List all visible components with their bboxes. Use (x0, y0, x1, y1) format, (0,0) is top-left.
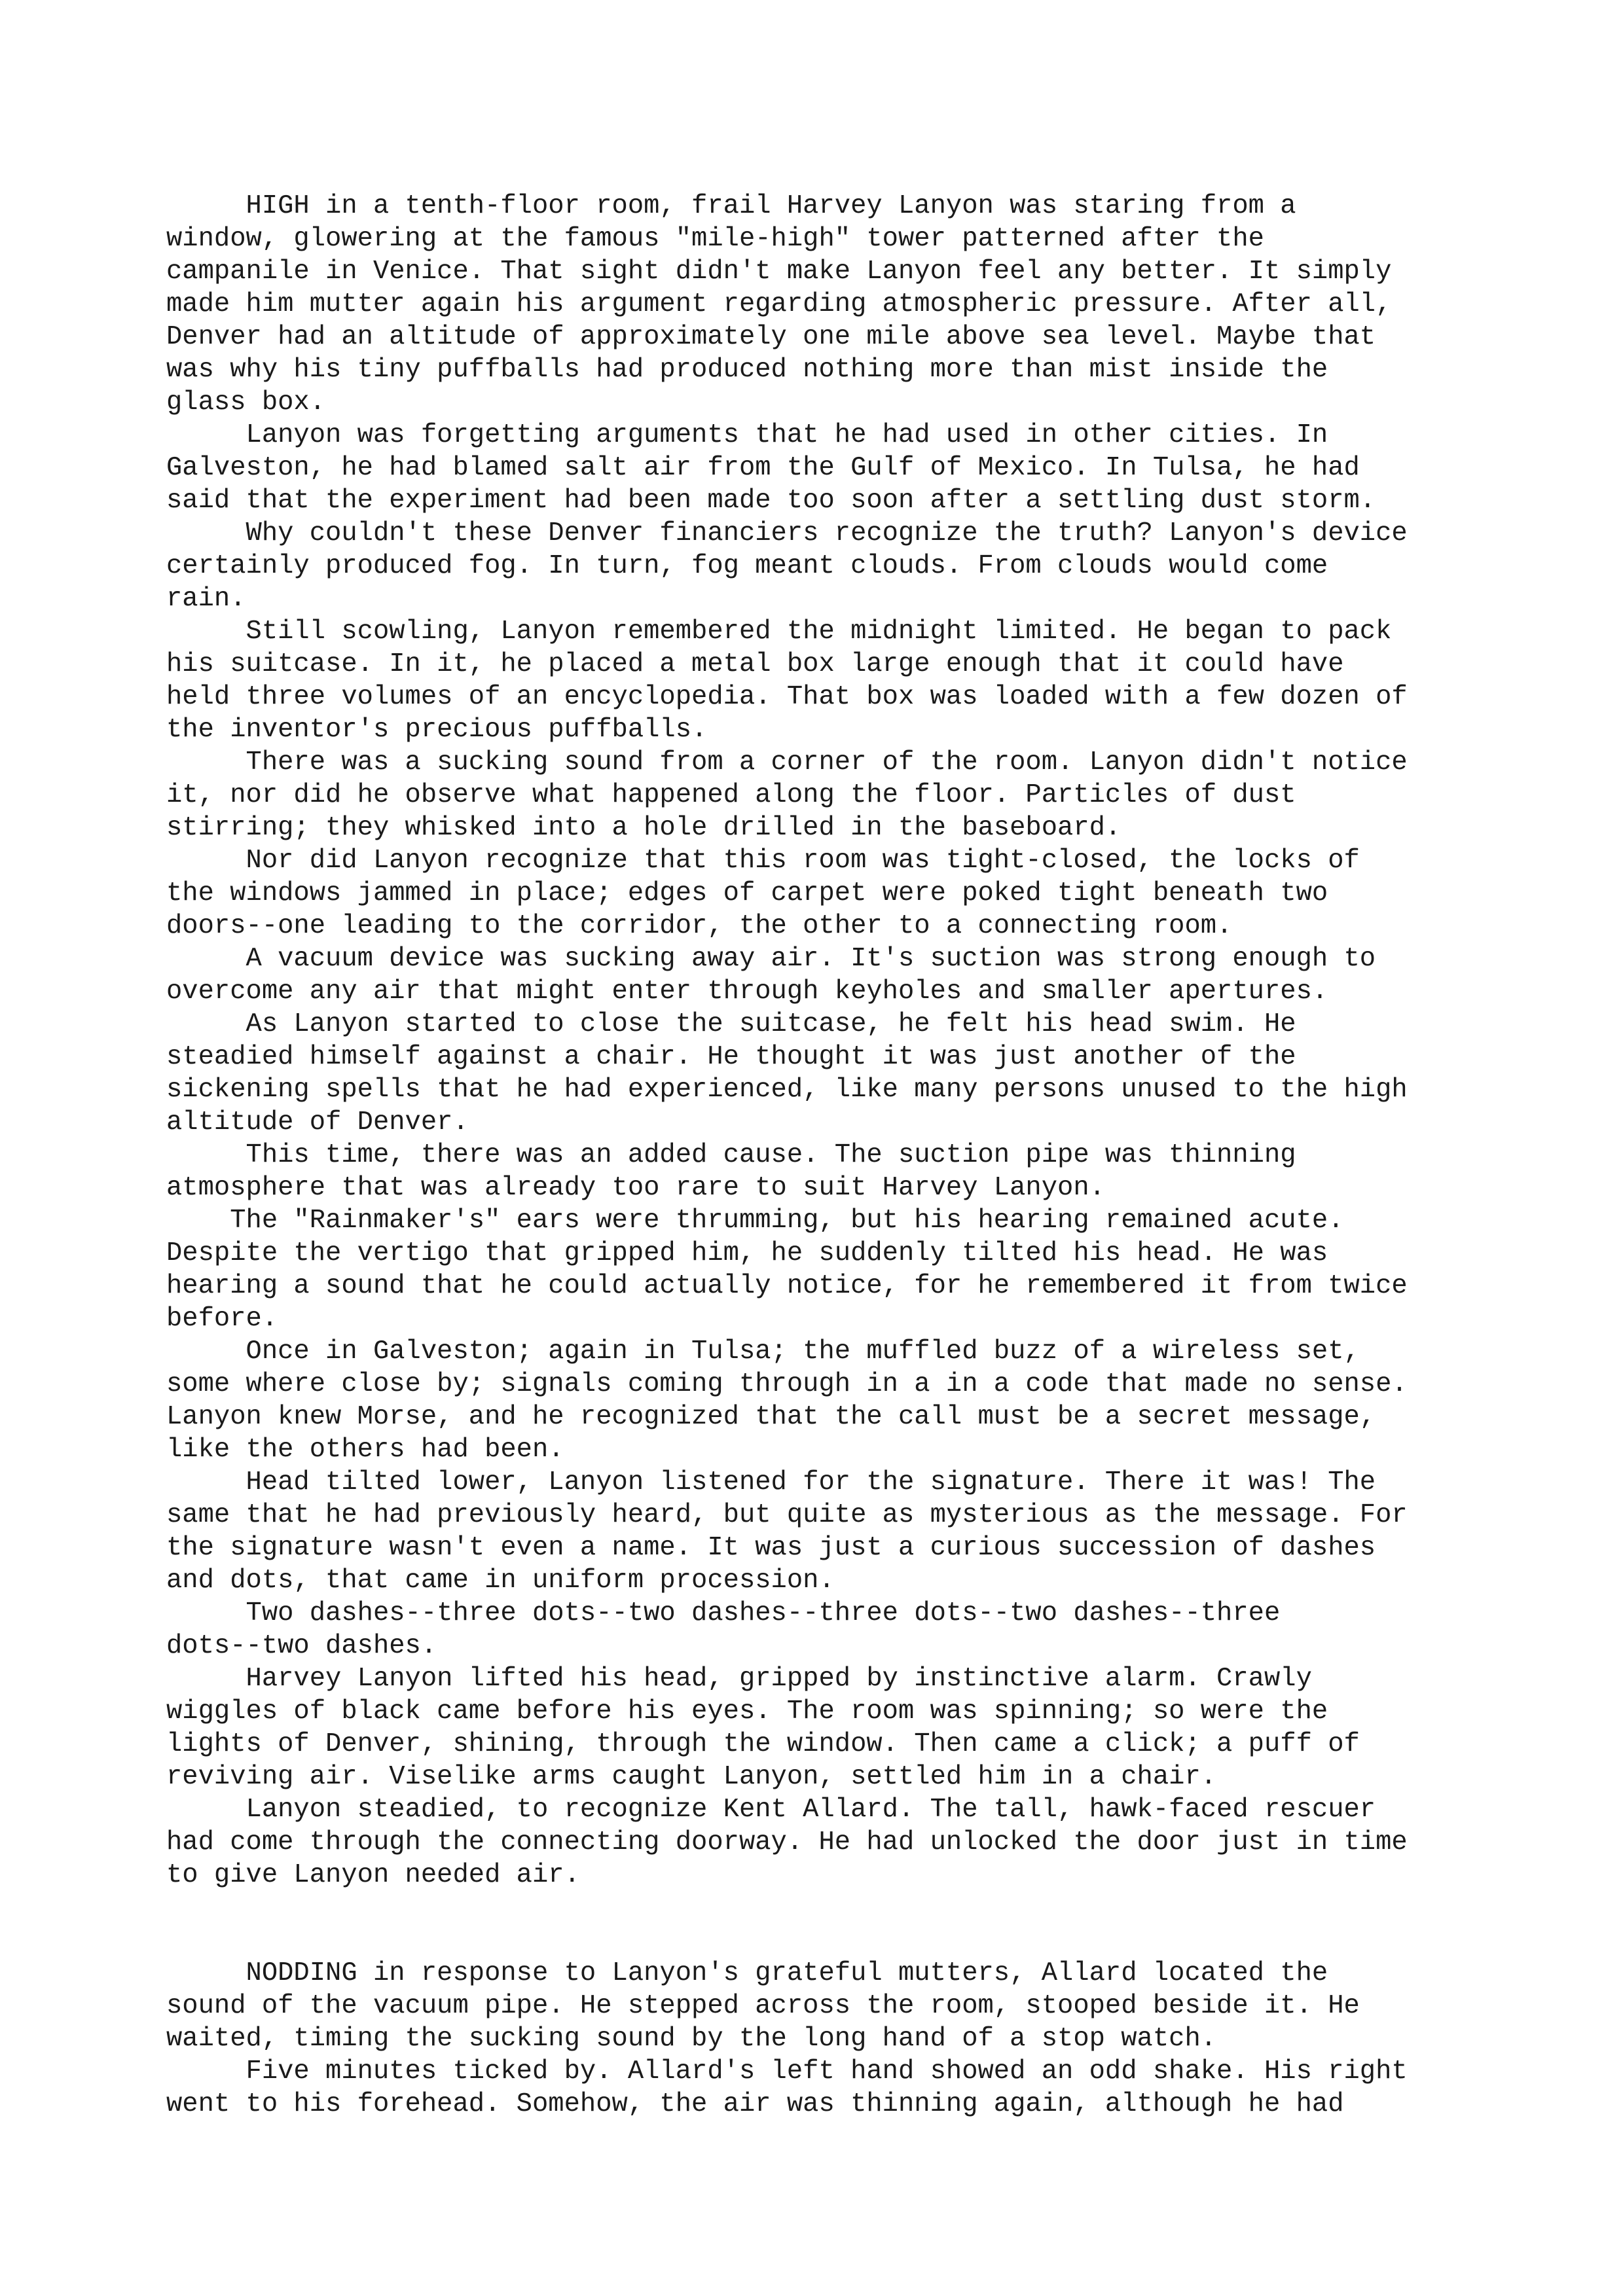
text-line: the signature wasn't even a name. It was just a curious succession of dashes (166, 1533, 1376, 1563)
text-line: Denver had an altitude of approximately one mile above sea level. Maybe that (166, 322, 1376, 352)
text-line: before. (166, 1304, 278, 1334)
text-line: sickening spells that he had experienced, like many persons unused to the high (166, 1075, 1408, 1105)
text-line: certainly produced fog. In turn, fog meant clouds. From clouds would come (166, 551, 1328, 581)
text-line: atmosphere that was already too rare to suit Harvey Lanyon. (166, 1173, 1105, 1203)
text-line: waited, timing the sucking sound by the long hand of a stop watch. (166, 2024, 1217, 2054)
text-line: same that he had previously heard, but quite as mysterious as the message. For (166, 1500, 1408, 1530)
text-line: Once in Galveston; again in Tulsa; the muffled buzz of a wireless set, (166, 1336, 1360, 1367)
text-line: Lanyon knew Morse, and he recognized that the call must be a secret message, (166, 1402, 1376, 1432)
text-line: overcome any air that might enter through keyholes and smaller apertures. (166, 977, 1328, 1007)
text-line: said that the experiment had been made too soon after a settling dust storm. (166, 486, 1376, 516)
text-line: window, glowering at the famous "mile-high" tower patterned after the (166, 224, 1264, 254)
text-line: was why his tiny puffballs had produced nothing more than mist inside the (166, 355, 1328, 385)
text-line: the windows jammed in place; edges of carpet were poked tight beneath two (166, 878, 1328, 908)
text-line: had come through the connecting doorway. He had unlocked the door just in time (166, 1827, 1408, 1857)
text-line: some where close by; signals coming through in a in a code that made no sense. (166, 1369, 1408, 1399)
text-line: A vacuum device was sucking away air. It's suction was strong enough to (166, 944, 1376, 974)
text-line: NODDING in response to Lanyon's grateful mutters, Allard located the (166, 1958, 1328, 1988)
text-line: his suitcase. In it, he placed a metal box large enough that it could have (166, 649, 1344, 679)
text-line: Two dashes--three dots--two dashes--three dots--two dashes--three (166, 1598, 1281, 1628)
text-line: to give Lanyon needed air. (166, 1860, 580, 1890)
text-line: There was a sucking sound from a corner of the room. Lanyon didn't notice (166, 747, 1408, 778)
text-line: steadied himself against a chair. He thought it was just another of the (166, 1042, 1296, 1072)
text-line: altitude of Denver. (166, 1107, 469, 1138)
text-line: rain. (166, 584, 246, 614)
text-line: Five minutes ticked by. Allard's left hand showed an odd shake. His right (166, 2056, 1408, 2087)
text-line: Galveston, he had blamed salt air from the Gulf of Mexico. In Tulsa, he had (166, 453, 1360, 483)
text-line: lights of Denver, shining, through the window. Then came a click; a puff of (166, 1729, 1360, 1759)
text-line: Still scowling, Lanyon remembered the midnight limited. He began to pack (166, 617, 1392, 647)
text-line: the inventor's precious puffballs. (166, 715, 708, 745)
text-section-1 (166, 190, 1476, 1892)
text-line: This time, there was an added cause. The suction pipe was thinning (166, 1140, 1296, 1170)
text-line: campanile in Venice. That sight didn't make Lanyon feel any better. It simply (166, 257, 1392, 287)
text-line: it, nor did he observe what happened along the floor. Particles of dust (166, 780, 1296, 810)
text-line: sound of the vacuum pipe. He stepped across the room, stooped beside it. He (166, 1991, 1360, 2021)
text-line: dots--two dashes. (166, 1631, 437, 1661)
text-line: glass box. (166, 387, 326, 418)
text-line: Harvey Lanyon lifted his head, gripped by instinctive alarm. Crawly (166, 1664, 1312, 1694)
text-line: doors--one leading to the corridor, the other to a connecting room. (166, 911, 1233, 941)
text-line: Despite the vertigo that gripped him, he suddenly tilted his head. He was (166, 1238, 1328, 1268)
text-line: like the others had been. (166, 1435, 564, 1465)
text-line: As Lanyon started to close the suitcase, he felt his head swim. He (166, 1009, 1296, 1039)
text-line: made him mutter again his argument regarding atmospheric pressure. After all, (166, 289, 1392, 319)
text-line: hearing a sound that he could actually notice, for he remembered it from twice (166, 1271, 1408, 1301)
text-line: The "Rainmaker's" ears were thrumming, but his hearing remained acute. (166, 1206, 1344, 1236)
text-line: HIGH in a tenth-floor room, frail Harvey Lanyon was staring from a (166, 191, 1296, 221)
text-line: reviving air. Viselike arms caught Lanyon, settled him in a chair. (166, 1762, 1217, 1792)
text-line: Lanyon was forgetting arguments that he had used in other cities. In (166, 420, 1328, 450)
text-line: stirring; they whisked into a hole drilled in the baseboard. (166, 813, 1122, 843)
text-line: and dots, that came in uniform procession. (166, 1566, 835, 1596)
text-line: wiggles of black came before his eyes. The room was spinning; so were the (166, 1696, 1328, 1727)
text-line: Nor did Lanyon recognize that this room was tight-closed, the locks of (166, 846, 1360, 876)
text-line: went to his forehead. Somehow, the air was thinning again, although he had (166, 2089, 1344, 2119)
text-line: Lanyon steadied, to recognize Kent Allard. The tall, hawk-faced rescuer (166, 1795, 1376, 1825)
text-line: held three volumes of an encyclopedia. That box was loaded with a few dozen of (166, 682, 1408, 712)
text-line: Head tilted lower, Lanyon listened for the signature. There it was! The (166, 1467, 1376, 1498)
text-section-2 (166, 1957, 1476, 2121)
text-line: Why couldn't these Denver financiers recognize the truth? Lanyon's device (166, 518, 1408, 548)
